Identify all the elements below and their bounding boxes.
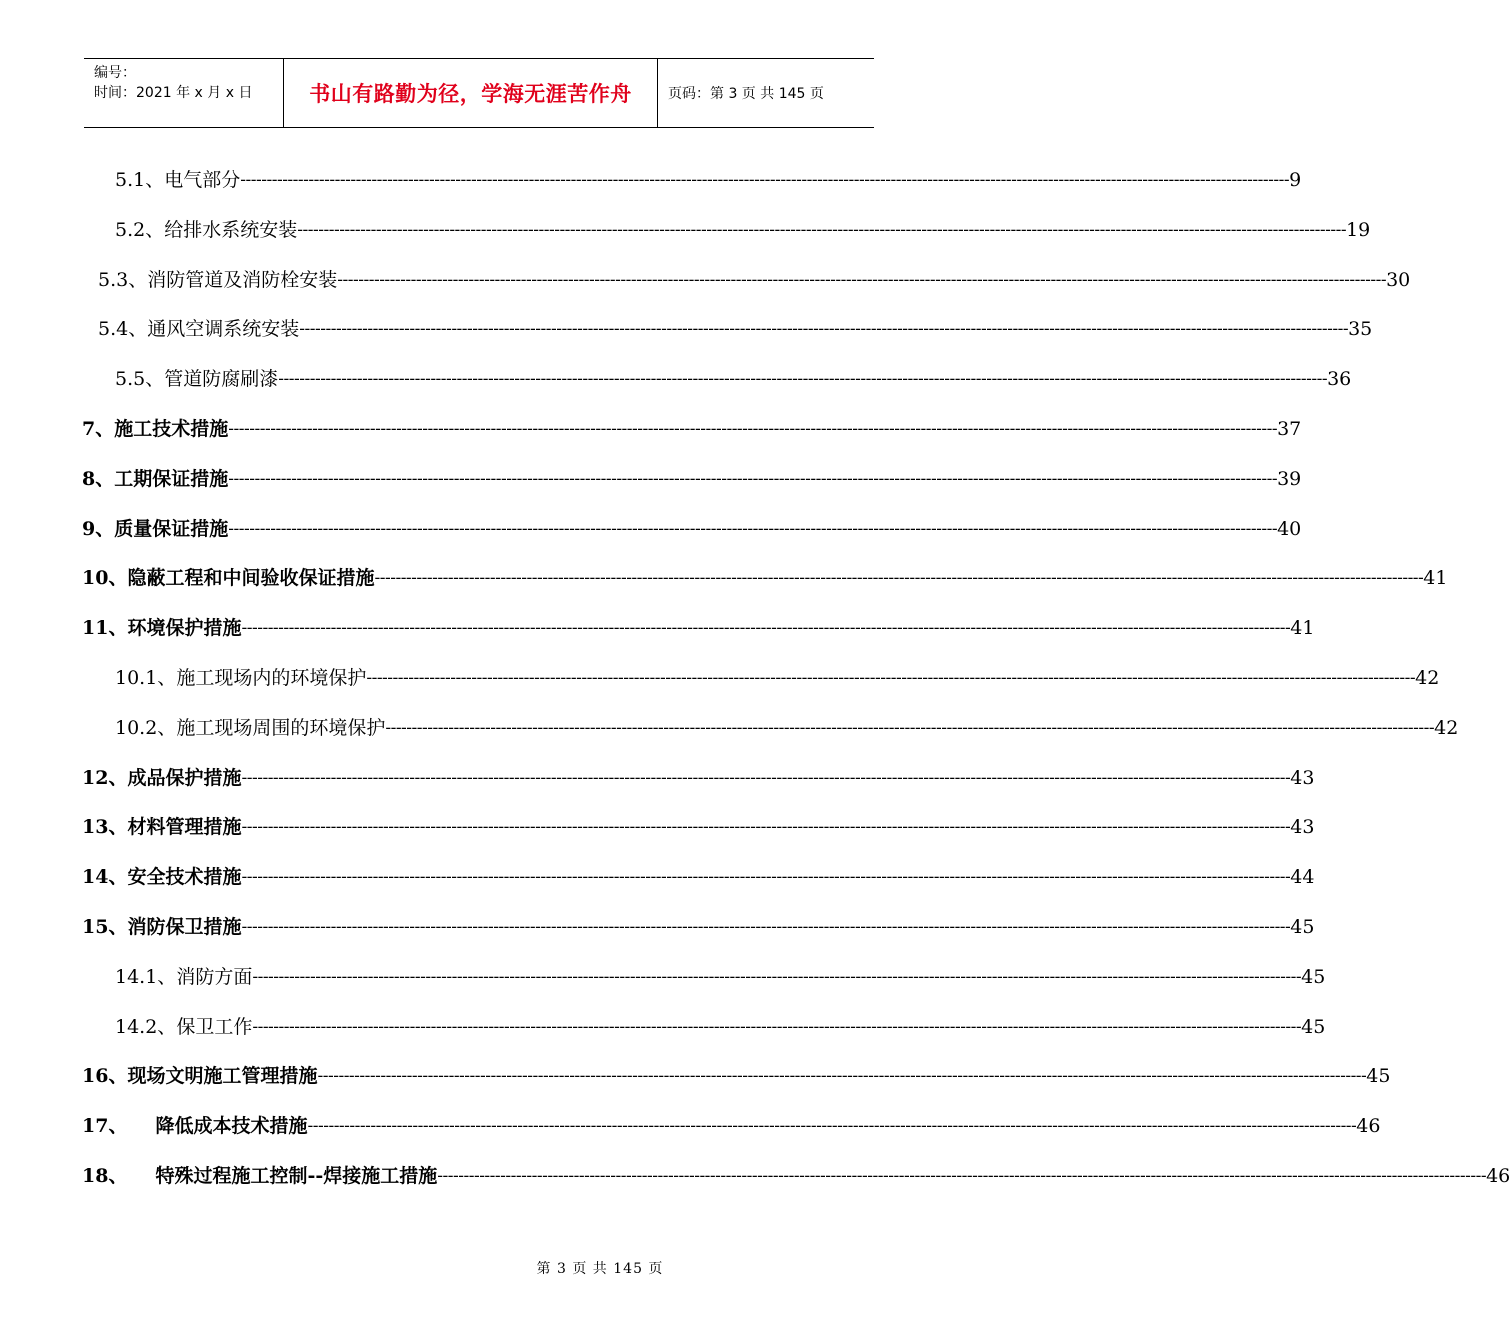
toc-leader-dashes: --------------------------------------------------------------------------------------------------------------------------------------------------------------------------------------------------------: [228, 518, 1278, 539]
toc-entry-number: 14、: [82, 866, 128, 889]
toc-leader-dashes: --------------------------------------------------------------------------------------------------------------------------------------------------------------------------------------------------------: [278, 369, 1328, 390]
toc-entry-title: 现场文明施工管理措施: [127, 1065, 318, 1088]
toc-entry[interactable]: [98, 314, 1373, 344]
page-footer: [0, 1258, 950, 1278]
toc-entry-title: 特殊过程施工控制--焊接施工措施: [155, 1165, 438, 1187]
toc-entry-page: 43: [1290, 816, 1315, 839]
toc-entry-page: 39: [1277, 467, 1302, 490]
toc-entry-page: 44: [1290, 866, 1315, 889]
toc-leader-dashes: --------------------------------------------------------------------------------------------------------------------------------------------------------------------------------------------------------: [307, 1116, 1357, 1137]
toc-entry[interactable]: [115, 364, 1352, 394]
toc-entry-title: 隐蔽工程和中间验收保证措施: [127, 567, 375, 590]
toc-entry-page: 45: [1301, 1015, 1326, 1038]
toc-entry-page: 41: [1290, 617, 1315, 640]
toc-leader-dashes: --------------------------------------------------------------------------------------------------------------------------------------------------------------------------------------------------------: [241, 917, 1291, 937]
toc-entry-page: 45: [1290, 916, 1315, 938]
toc-entry[interactable]: [82, 912, 1315, 942]
toc-leader-dashes: --------------------------------------------------------------------------------------------------------------------------------------------------------------------------------------------------------: [337, 269, 1387, 290]
toc-entry-number: 8、: [82, 467, 115, 490]
toc-entry-title: 施工现场周围的环境保护: [176, 716, 386, 739]
toc-entry[interactable]: [82, 563, 1448, 593]
toc-entry-page: 46: [1356, 1115, 1381, 1138]
toc-leader-dashes: --------------------------------------------------------------------------------------------------------------------------------------------------------------------------------------------------------: [366, 668, 1416, 688]
toc-entry[interactable]: [115, 663, 1440, 693]
header-motto: 书山有路勤为径，学海无涯苦作舟: [284, 59, 658, 127]
toc-entry-number: 10.1、: [115, 667, 177, 689]
toc-entry[interactable]: [82, 1061, 1391, 1091]
toc-entry-title: 工期保证措施: [114, 467, 229, 490]
header-meta: [84, 59, 284, 127]
toc-leader-dashes: --------------------------------------------------------------------------------------------------------------------------------------------------------------------------------------------------------: [297, 219, 1347, 240]
toc-entry-title: 安全技术措施: [127, 866, 242, 889]
toc-leader-dashes: --------------------------------------------------------------------------------------------------------------------------------------------------------------------------------------------------------: [317, 1066, 1367, 1087]
toc-entry-number: 5.5、: [115, 368, 165, 391]
toc-entry-title: 管道防腐刷漆: [164, 368, 279, 391]
toc-entry-title: 消防管道及消防栓安装: [147, 268, 338, 291]
toc-entry-page: 46: [1486, 1165, 1510, 1187]
toc-entry-number: 17、: [82, 1115, 128, 1138]
toc-entry[interactable]: [115, 1012, 1326, 1042]
toc-entry-number: 5.3、: [98, 268, 148, 291]
toc-entry-number: 14.2、: [115, 1015, 177, 1038]
toc-entry-number: 5.4、: [98, 318, 148, 341]
toc-entry-title: 降低成本技术措施: [155, 1115, 308, 1138]
toc-entry[interactable]: [82, 613, 1315, 643]
toc-entry[interactable]: [82, 464, 1302, 494]
toc-entry-number: 9、: [82, 517, 115, 540]
toc-entry[interactable]: [82, 1111, 1381, 1141]
toc-entry-page: 45: [1366, 1065, 1391, 1088]
toc-entry-page: 35: [1348, 318, 1373, 341]
toc-entry-page: 9: [1289, 169, 1302, 191]
toc-entry-title: 消防方面: [176, 965, 253, 988]
toc-leader-dashes: --------------------------------------------------------------------------------------------------------------------------------------------------------------------------------------------------------: [252, 966, 1302, 987]
toc-entry-number: 18、: [82, 1165, 128, 1187]
toc-leader-dashes: --------------------------------------------------------------------------------------------------------------------------------------------------------------------------------------------------------: [374, 568, 1424, 589]
document-header: [84, 58, 874, 128]
toc-entry-page: 40: [1277, 517, 1302, 540]
toc-entry-page: 19: [1346, 218, 1371, 241]
toc-entry-title: 施工现场内的环境保护: [176, 667, 367, 689]
toc-entry-title: 电气部分: [164, 169, 241, 191]
footer-page-number: 第 3 页 共 145 页: [536, 1261, 664, 1277]
toc-leader-dashes: --------------------------------------------------------------------------------------------------------------------------------------------------------------------------------------------------------: [241, 817, 1291, 838]
toc-entry[interactable]: [82, 1161, 1510, 1191]
toc-entry[interactable]: [115, 165, 1302, 195]
toc-entry-page: 41: [1423, 567, 1448, 590]
toc-leader-dashes: --------------------------------------------------------------------------------------------------------------------------------------------------------------------------------------------------------: [228, 468, 1278, 489]
toc-entry[interactable]: [82, 763, 1315, 793]
toc-leader-dashes: --------------------------------------------------------------------------------------------------------------------------------------------------------------------------------------------------------: [228, 419, 1278, 439]
toc-entry-page: 45: [1301, 965, 1326, 988]
toc-entry-number: 10.2、: [115, 716, 177, 739]
toc-entry-number: 16、: [82, 1065, 128, 1088]
toc-entry-title: 材料管理措施: [127, 816, 242, 839]
toc-entry-number: 7、: [82, 418, 115, 440]
toc-leader-dashes: --------------------------------------------------------------------------------------------------------------------------------------------------------------------------------------------------------: [252, 1016, 1302, 1037]
toc-entry[interactable]: [115, 713, 1459, 743]
toc-entry-title: 给排水系统安装: [164, 218, 298, 241]
toc-entry[interactable]: [115, 215, 1371, 245]
toc-entry-title: 环境保护措施: [127, 617, 242, 640]
toc-leader-dashes: --------------------------------------------------------------------------------------------------------------------------------------------------------------------------------------------------------: [241, 767, 1291, 788]
toc-entry-page: 36: [1327, 368, 1352, 391]
toc-entry-title: 质量保证措施: [114, 517, 229, 540]
time-label: 时间：2021 年 x 月 x 日: [94, 85, 253, 101]
toc-entry-number: 5.2、: [115, 218, 165, 241]
toc-entry[interactable]: [82, 862, 1315, 892]
header-page-info: 页码：第 3 页 共 145 页: [668, 86, 824, 102]
toc-entry-title: 施工技术措施: [114, 418, 229, 440]
toc-entry-title: 消防保卫措施: [127, 916, 242, 938]
toc-leader-dashes: --------------------------------------------------------------------------------------------------------------------------------------------------------------------------------------------------------: [241, 867, 1291, 888]
toc-entry-page: 30: [1386, 268, 1411, 291]
toc-entry-number: 14.1、: [115, 965, 177, 988]
toc-entry[interactable]: [82, 812, 1315, 842]
toc-leader-dashes: --------------------------------------------------------------------------------------------------------------------------------------------------------------------------------------------------------: [241, 618, 1291, 639]
toc-entry-number: 10、: [82, 567, 128, 590]
toc-entry-number: 12、: [82, 766, 128, 789]
toc-leader-dashes: --------------------------------------------------------------------------------------------------------------------------------------------------------------------------------------------------------: [437, 1166, 1487, 1186]
toc-entry[interactable]: [82, 514, 1302, 544]
toc-entry[interactable]: [98, 265, 1411, 295]
toc-entry-number: 13、: [82, 816, 128, 839]
toc-entry-page: 42: [1434, 716, 1459, 739]
toc-leader-dashes: --------------------------------------------------------------------------------------------------------------------------------------------------------------------------------------------------------: [299, 319, 1349, 340]
toc-entry-number: 5.1、: [115, 169, 165, 191]
toc-entry-title: 通风空调系统安装: [147, 318, 300, 341]
toc-leader-dashes: --------------------------------------------------------------------------------------------------------------------------------------------------------------------------------------------------------: [385, 717, 1435, 738]
number-label: 编号：: [94, 65, 136, 81]
toc-entry[interactable]: [82, 414, 1302, 444]
toc-entry-page: 37: [1277, 418, 1302, 440]
toc-entry[interactable]: [115, 962, 1326, 992]
toc-entry-page: 43: [1290, 766, 1315, 789]
toc-entry-number: 15、: [82, 916, 128, 938]
toc-entry-title: 成品保护措施: [127, 766, 242, 789]
toc-leader-dashes: --------------------------------------------------------------------------------------------------------------------------------------------------------------------------------------------------------: [240, 170, 1290, 190]
toc-entry-title: 保卫工作: [176, 1015, 253, 1038]
toc-entry-page: 42: [1415, 667, 1440, 689]
toc-entry-number: 11、: [82, 617, 128, 640]
